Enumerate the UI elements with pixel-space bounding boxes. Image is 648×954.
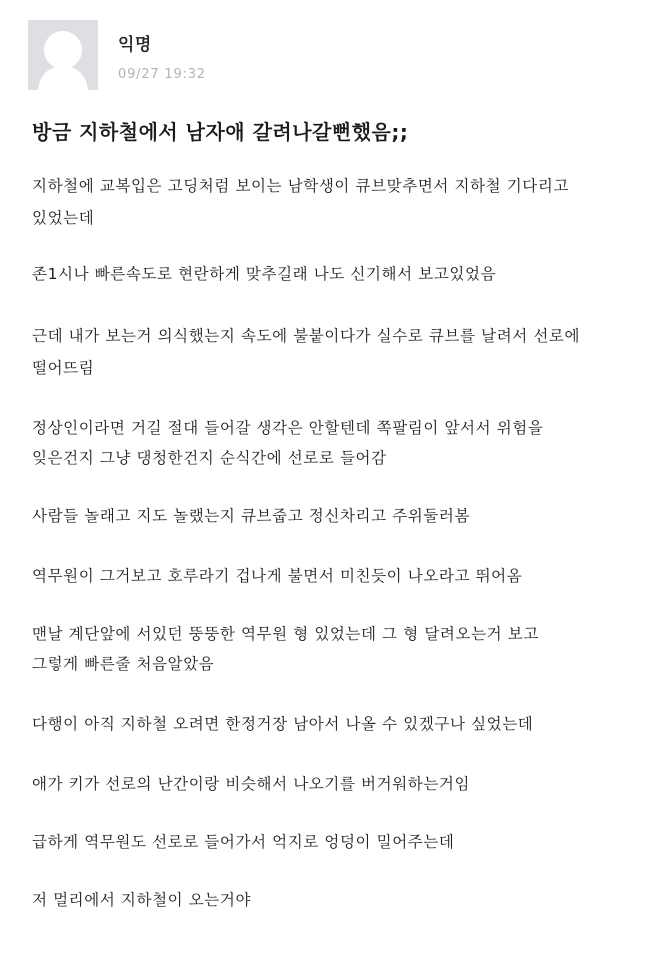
default-user-avatar-icon[interactable] (28, 20, 98, 90)
post-body-line: 저 멀리에서 지하철이 오는거야 (32, 891, 252, 909)
author-row (28, 20, 206, 92)
post-body-line: 다행이 아직 지하철 오려면 한정거장 남아서 나올 수 있겠구나 싶었는데 (32, 715, 534, 733)
post-title: 방금 지하철에서 남자애 갈려나갈뻔했음;; (32, 120, 409, 144)
post-timestamp: 09/27 19:32 (118, 67, 206, 82)
post-body-line: 그렇게 빠른줄 처음알았음 (32, 655, 215, 673)
post-body-line: 근데 내가 보는거 의식했는지 속도에 불붙이다가 실수로 큐브를 날려서 선로에 (32, 327, 581, 345)
avatar-silhouette-icon (28, 20, 98, 90)
author-name[interactable]: 익명 (118, 35, 152, 55)
post-body-line: 잊은건지 그냥 댕청한건지 순식간에 선로로 들어감 (32, 449, 387, 467)
post-body-line: 있었는데 (32, 209, 95, 227)
post-body-line: 지하철에 교복입은 고딩처럼 보이는 남학생이 큐브맞추면서 지하철 기다리고 (32, 177, 570, 195)
post-body-line: 급하게 역무원도 선로로 들어가서 억지로 엉덩이 밀어주는데 (32, 833, 455, 851)
post-body-line: 존1시나 빠른속도로 현란하게 맞추길래 나도 신기해서 보고있었음 (32, 265, 497, 283)
post-body-line: 맨날 계단앞에 서있던 뚱뚱한 역무원 형 있었는데 그 형 달려오는거 보고 (32, 625, 539, 643)
post-body-line: 애가 키가 선로의 난간이랑 비슷해서 나오기를 버거워하는거임 (32, 775, 471, 793)
author-meta (118, 30, 206, 82)
post-body-line: 떨어뜨림 (32, 359, 95, 377)
post-body-line: 역무원이 그거보고 호루라기 겁나게 불면서 미친듯이 나오라고 뛰어옴 (32, 567, 523, 585)
post-body-line: 사람들 놀래고 지도 놀랬는지 큐브줍고 정신차리고 주위둘러봄 (32, 507, 471, 525)
post-body-line: 정상인이라면 거길 절대 들어갈 생각은 안할텐데 쪽팔림이 앞서서 위험을 (32, 419, 544, 437)
